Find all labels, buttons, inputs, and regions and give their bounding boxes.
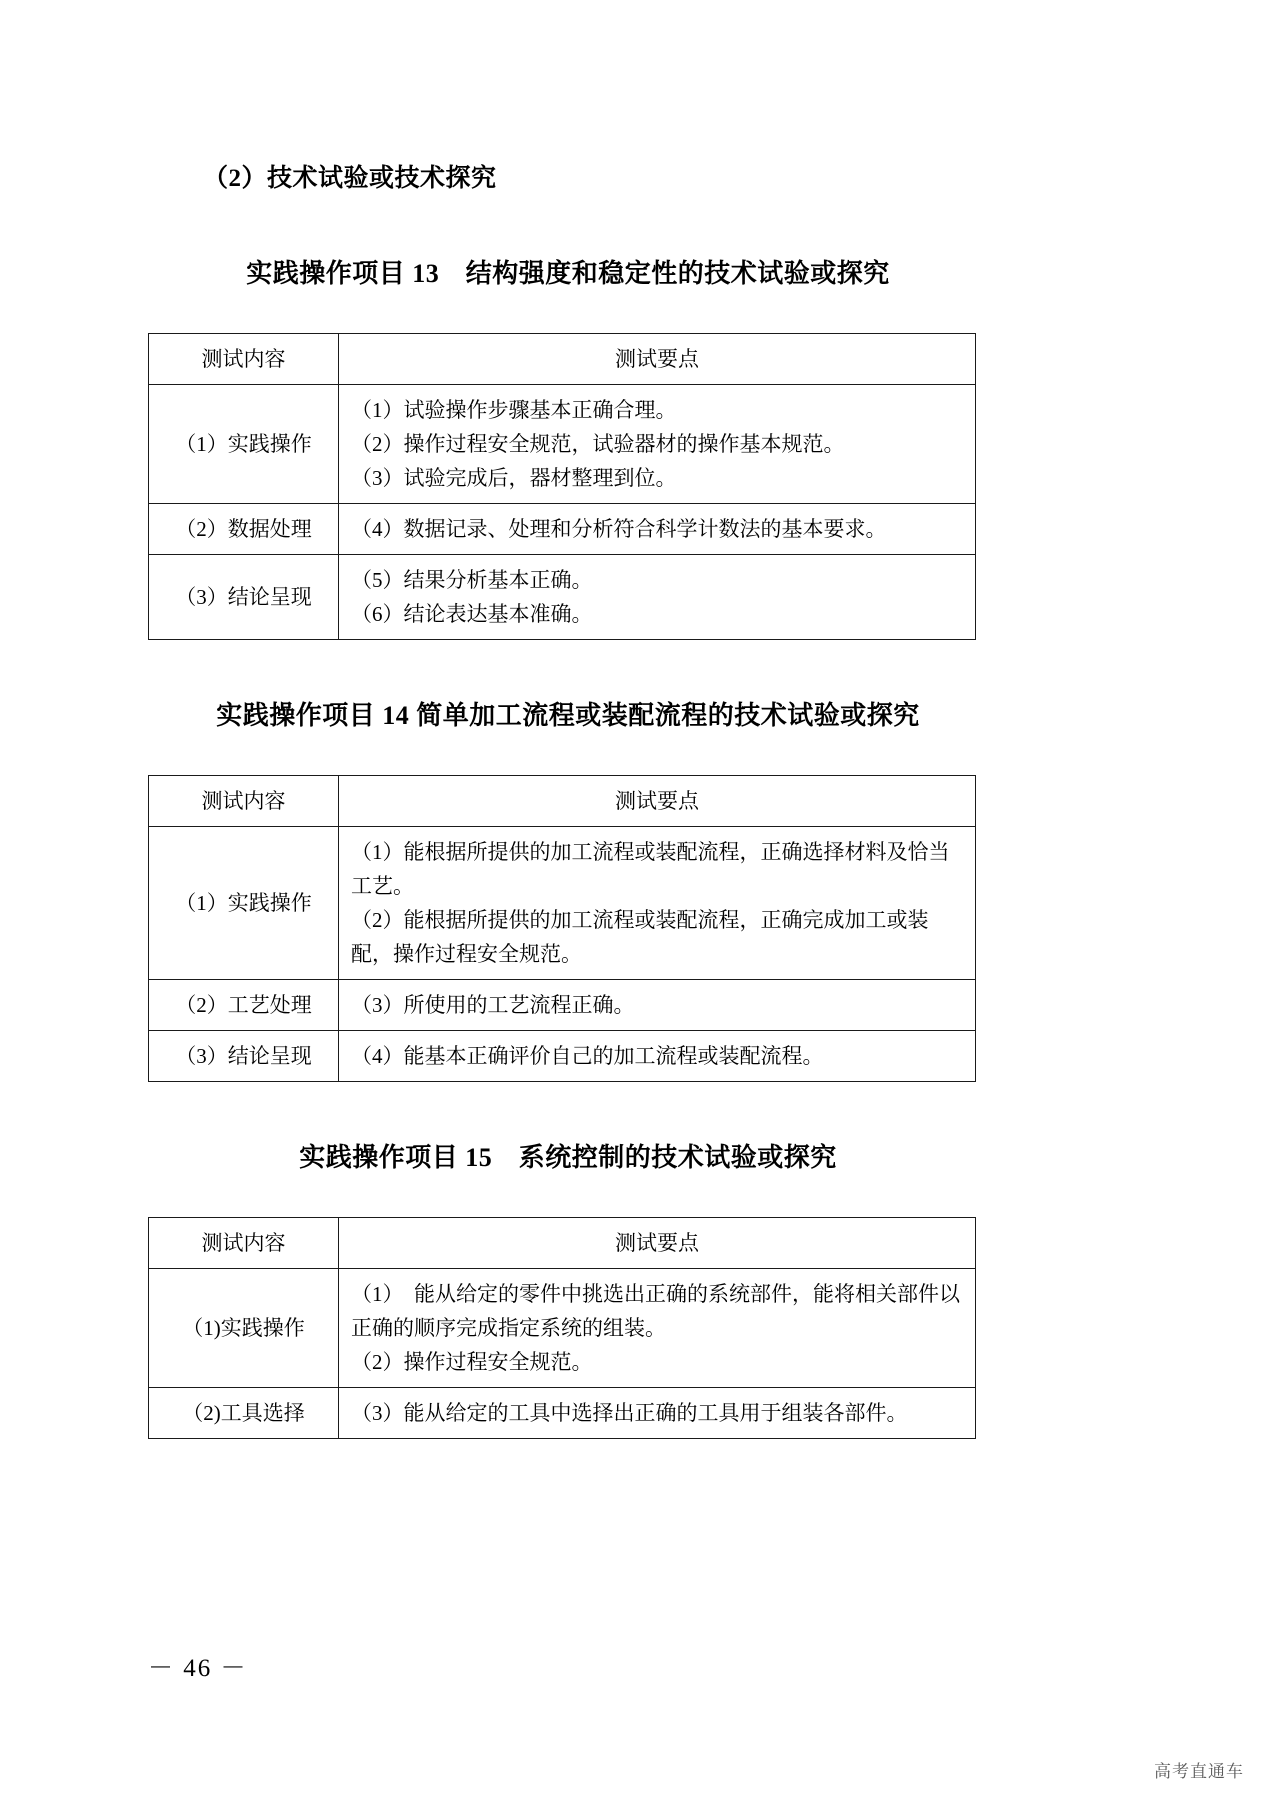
section-heading: （2）技术试验或技术探究 — [203, 165, 497, 192]
column-header-content: 测试内容 — [149, 1217, 339, 1268]
row-content-label: （1）实践操作 — [149, 384, 339, 503]
point-line: （4）数据记录、处理和分析符合科学计数法的基本要求。 — [351, 516, 887, 541]
table-row — [149, 554, 976, 639]
point-line: （2）能根据所提供的加工流程或装配流程，正确完成加工或装配，操作过程安全规范。 — [351, 907, 929, 966]
point-line: （1）能根据所提供的加工流程或装配流程，正确选择材料及恰当工艺。 — [351, 839, 950, 898]
project-title-13: 实践操作项目 13 结构强度和稳定性的技术试验或探究 — [246, 258, 890, 288]
row-content-label: （3）结论呈现 — [149, 1030, 339, 1081]
table-header-row — [149, 775, 976, 826]
row-points — [339, 503, 976, 554]
row-content-label: （2)工具选择 — [149, 1387, 339, 1438]
point-line: （4）能基本正确评价自己的加工流程或装配流程。 — [351, 1043, 824, 1068]
table-row — [149, 826, 976, 979]
point-line: （3）所使用的工艺流程正确。 — [351, 992, 635, 1017]
point-line: （2）操作过程安全规范，试验器材的操作基本规范。 — [351, 431, 845, 456]
table-row — [149, 503, 976, 554]
table-row — [149, 1030, 976, 1081]
row-points — [339, 1030, 976, 1081]
page-number: － 46 － — [148, 1655, 248, 1682]
row-points — [339, 1387, 976, 1438]
point-line: （5）结果分析基本正确。 — [351, 567, 593, 592]
row-content-label: （3）结论呈现 — [149, 554, 339, 639]
row-points — [339, 826, 976, 979]
point-line: （3）能从给定的工具中选择出正确的工具用于组装各部件。 — [351, 1400, 908, 1425]
row-points — [339, 384, 976, 503]
watermark: 高考直通车 — [1154, 1762, 1244, 1781]
project-title-14: 实践操作项目 14 简单加工流程或装配流程的技术试验或探究 — [216, 700, 920, 730]
exam-table-14 — [148, 775, 976, 1082]
row-content-label: （2）数据处理 — [149, 503, 339, 554]
table-header-row — [149, 1217, 976, 1268]
point-line: （6）结论表达基本准确。 — [351, 601, 593, 626]
row-points — [339, 1268, 976, 1387]
column-header-points: 测试要点 — [339, 333, 976, 384]
table-header-row — [149, 333, 976, 384]
column-header-content: 测试内容 — [149, 333, 339, 384]
point-line: （2）操作过程安全规范。 — [351, 1349, 593, 1374]
column-header-points: 测试要点 — [339, 775, 976, 826]
row-points — [339, 979, 976, 1030]
column-header-content: 测试内容 — [149, 775, 339, 826]
point-line: （3）试验完成后，器材整理到位。 — [351, 465, 677, 490]
table-row — [149, 1387, 976, 1438]
column-header-points: 测试要点 — [339, 1217, 976, 1268]
point-line: （1） 能从给定的零件中挑选出正确的系统部件，能将相关部件以正确的顺序完成指定系统的组装。 — [351, 1281, 960, 1340]
table-row — [149, 979, 976, 1030]
row-points — [339, 554, 976, 639]
point-line: （1）试验操作步骤基本正确合理。 — [351, 397, 677, 422]
row-content-label: （1)实践操作 — [149, 1268, 339, 1387]
table-row — [149, 1268, 976, 1387]
row-content-label: （1）实践操作 — [149, 826, 339, 979]
project-title-15: 实践操作项目 15 系统控制的技术试验或探究 — [299, 1142, 837, 1172]
exam-table-15 — [148, 1217, 976, 1439]
table-row — [149, 384, 976, 503]
exam-table-13 — [148, 333, 976, 640]
row-content-label: （2）工艺处理 — [149, 979, 339, 1030]
page-content — [148, 160, 988, 1439]
